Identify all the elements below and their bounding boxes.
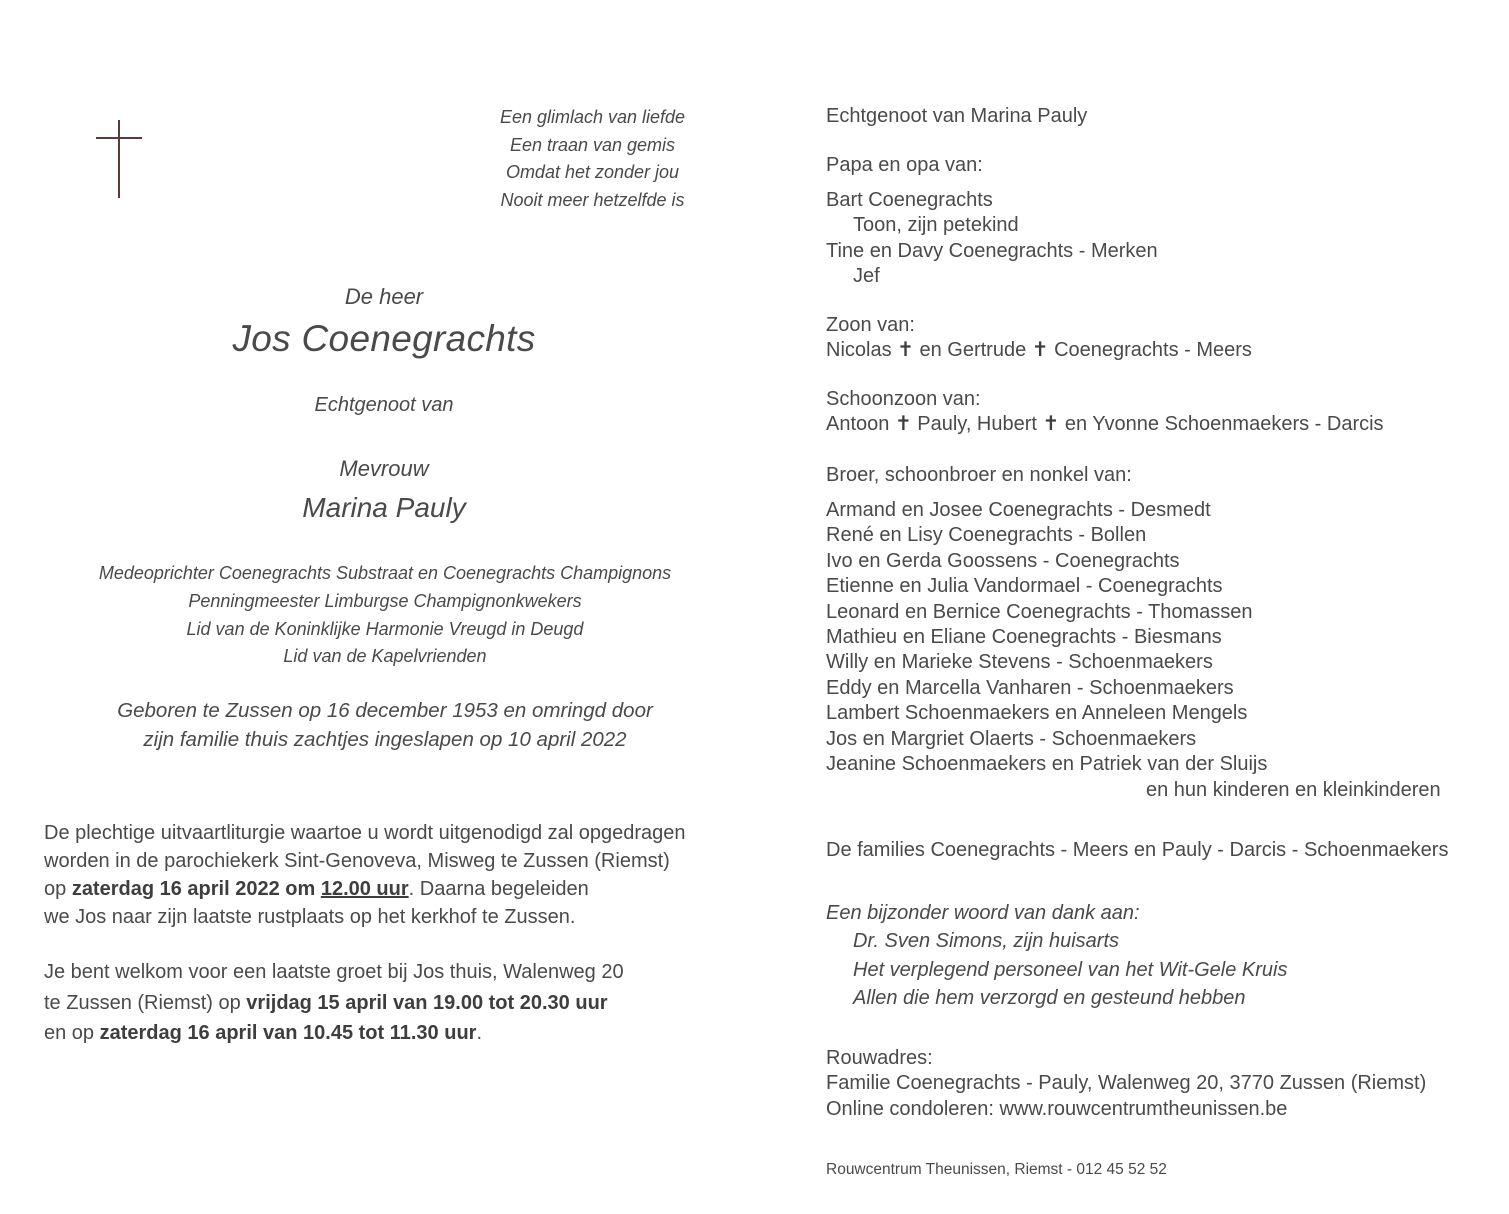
visit-line: en op zaterdag 16 april van 10.45 tot 11.30 uur. xyxy=(44,1022,483,1044)
roles xyxy=(40,560,730,671)
grandchild-name: Toon, zijn petekind xyxy=(853,214,1019,237)
cross-icon: ✝ xyxy=(1031,339,1049,362)
thanks-line: Het verplegend personeel van het Wit-Gele Kruis xyxy=(853,958,1288,981)
role-line: Lid van de Koninklijke Harmonie Vreugd in Deugd xyxy=(186,618,584,639)
funeral-line: op zaterdag 16 april 2022 om 12.00 uur. Daarna begeleiden xyxy=(44,878,589,900)
role-line: Medeoprichter Coenegrachts Substraat en Coenegrachts Champignons xyxy=(98,563,672,583)
deceased-name: Jos Coenegrachts xyxy=(232,318,536,359)
spouse-salutation: Mevrouw xyxy=(339,456,429,481)
spouse-of-label: Echtgenoot van xyxy=(314,394,454,416)
role-line: Lid van de Kapelvrienden xyxy=(283,646,487,667)
funeral-line: De plechtige uitvaartliturgie waartoe u wordt uitgenodigd zal opgedragen xyxy=(44,822,686,844)
sibling-line: René en Lisy Coenegrachts - Bollen xyxy=(826,524,1147,547)
visit-text xyxy=(44,957,764,1049)
cross-icon xyxy=(96,120,144,200)
sibling-line: Jos en Margriet Olaerts - Schoenmaekers xyxy=(826,727,1197,750)
families-line: De families Coenegrachts - Meers en Pauly - Darcis - Schoenmaekers xyxy=(826,839,1449,861)
cross-icon: ✝ xyxy=(894,413,912,436)
birth-line: Geboren te Zussen op 16 december 1953 en omringd door xyxy=(117,699,653,722)
cross-icon: ✝ xyxy=(1042,413,1060,436)
poem-line: Nooit meer hetzelfde is xyxy=(500,189,685,210)
funeral-line: worden in de parochiekerk Sint-Genoveva, Misweg te Zussen (Riemst) xyxy=(44,850,670,872)
sibling-line: Etienne en Julia Vandormael - Coenegrachts xyxy=(826,575,1223,598)
funeral-date: zaterdag 16 april 2022 om xyxy=(71,878,321,900)
children-list xyxy=(826,188,1158,290)
poem-line: Een traan van gemis xyxy=(509,134,676,155)
funeral-line: we Jos naar zijn laatste rustplaats op het kerkhof te Zussen. xyxy=(44,906,576,928)
child-name: Bart Coenegrachts xyxy=(826,189,993,211)
grandchild-name: Jef xyxy=(853,265,880,288)
visit-line: te Zussen (Riemst) op vrijdag 15 april van 19.00 tot 20.30 uur xyxy=(44,991,608,1014)
in-laws-section xyxy=(826,387,1384,438)
child-name: Tine en Davy Coenegrachts - Merken xyxy=(826,239,1158,262)
siblings-label: Broer, schoonbroer en nonkel van: xyxy=(826,464,1132,486)
thanks-label: Een bijzonder woord van dank aan: xyxy=(826,902,1140,924)
in-laws-line: Antoon ✝ Pauly, Hubert ✝ en Yvonne Schoenmaekers - Darcis xyxy=(826,413,1384,436)
funeral-text xyxy=(44,819,764,931)
siblings-list xyxy=(826,498,1267,777)
sibling-line: Jeanine Schoenmaekers en Patriek van der Sluijs xyxy=(826,753,1268,776)
visit-line: Je bent welkom voor een laatste groet bij Jos thuis, Walenweg 20 xyxy=(44,961,624,983)
sibling-line: Leonard en Bernice Coenegrachts - Thomassen xyxy=(826,600,1253,623)
birth-line: zijn familie thuis zachtjes ingeslapen op 10 april 2022 xyxy=(143,728,627,751)
poem xyxy=(440,104,745,214)
address-section xyxy=(826,1046,1426,1122)
online-condolence: Online condoleren: www.rouwcentrumtheunissen.be xyxy=(826,1097,1288,1120)
visit-time-2: zaterdag 16 april van 10.45 tot 11.30 uur xyxy=(99,1022,477,1044)
salutation: De heer xyxy=(344,284,424,309)
zoon-label: Zoon van: xyxy=(826,314,915,336)
address-line: Familie Coenegrachts - Pauly, Walenweg 20, 3770 Zussen (Riemst) xyxy=(826,1072,1427,1095)
parents-section xyxy=(826,313,1252,364)
role-line: Penningmeester Limburgse Champignonkwekers xyxy=(188,590,582,611)
schoon-label: Schoonzoon van: xyxy=(826,388,981,410)
sibling-line: Willy en Marieke Stevens - Schoenmaekers xyxy=(826,651,1213,674)
siblings-tail: en hun kinderen en kleinkinderen xyxy=(1146,779,1441,801)
address-label: Rouwadres: xyxy=(826,1047,933,1069)
birth-death-text xyxy=(40,696,730,754)
sibling-line: Mathieu en Eliane Coenegrachts - Biesmans xyxy=(826,626,1222,649)
poem-line: Omdat het zonder jou xyxy=(505,162,680,182)
sibling-line: Eddy en Marcella Vanharen - Schoenmaekers xyxy=(826,676,1234,699)
funeral-time: 12.00 uur xyxy=(320,878,409,900)
visit-time-1: vrijdag 15 april van 19.00 tot 20.30 uur xyxy=(246,991,608,1014)
funeral-home-footer: Rouwcentrum Theunissen, Riemst - 012 45 52 52 xyxy=(826,1161,1167,1178)
sibling-line: Armand en Josee Coenegrachts - Desmedt xyxy=(826,499,1211,521)
thanks-line: Allen die hem verzorgd en gesteund hebben xyxy=(853,986,1246,1009)
cross-icon: ✝ xyxy=(897,339,914,362)
parents-line: Nicolas ✝ en Gertrude ✝ Coenegrachts - Meers xyxy=(826,339,1252,362)
sibling-line: Ivo en Gerda Goossens - Coenegrachts xyxy=(826,549,1180,572)
spouse-name: Marina Pauly xyxy=(302,492,466,523)
poem-line: Een glimlach van liefde xyxy=(499,107,686,127)
thanks-section xyxy=(826,899,1288,1012)
sibling-line: Lambert Schoenmaekers en Anneleen Mengels xyxy=(826,702,1248,725)
thanks-line: Dr. Sven Simons, zijn huisarts xyxy=(853,930,1120,953)
spouse-line: Echtgenoot van Marina Pauly xyxy=(826,105,1088,127)
papa-label: Papa en opa van: xyxy=(826,154,983,176)
